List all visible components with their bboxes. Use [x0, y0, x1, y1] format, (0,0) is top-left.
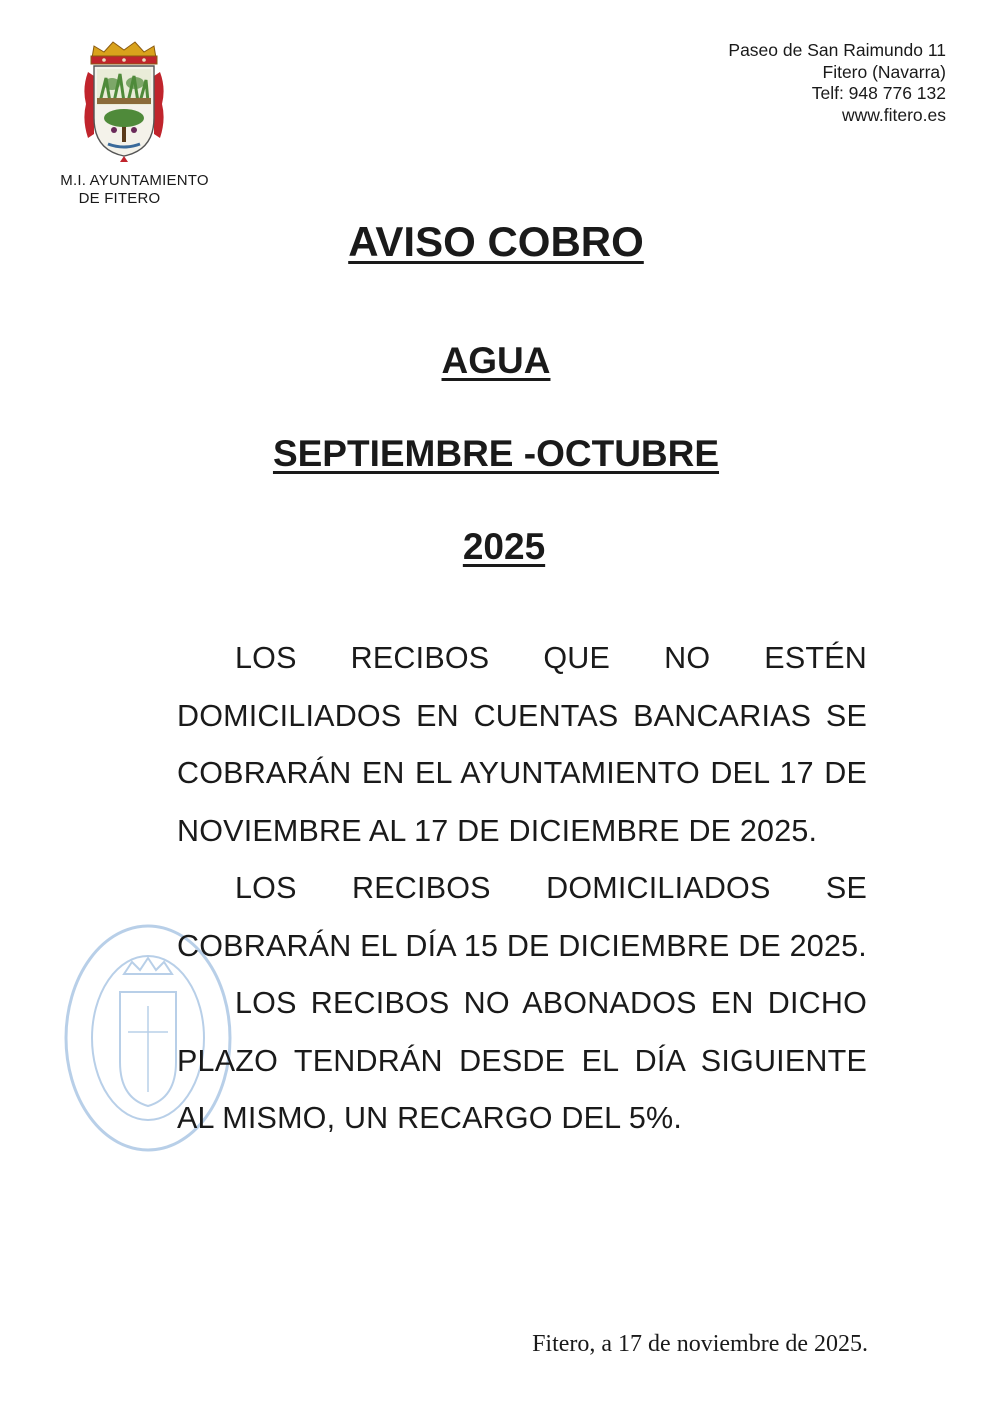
crown-icon	[91, 42, 157, 64]
org-line-1: M.I. AYUNTAMIENTO	[60, 172, 209, 189]
notice-year	[0, 526, 992, 568]
body-paragraph: LOS RECIBOS NO ABONADOS EN DICHO PLAZO TENDRÁN DESDE EL DÍA SIGUIENTE AL MISMO, UN RECARGO DEL 5%.	[177, 986, 867, 1135]
notice-year-text: 2025	[462, 526, 546, 567]
address-website: www.fitero.es	[841, 104, 946, 125]
notice-body	[177, 630, 867, 1148]
address-street: Paseo de San Raimundo 11	[728, 40, 946, 60]
address-town: Fitero (Navarra)	[822, 61, 946, 82]
signoff-date: Fitero, a 17 de noviembre de 2025.	[532, 1331, 868, 1357]
body-paragraph: LOS RECIBOS DOMICILIADOS SE COBRARÁN EL DÍA 15 DE DICIEMBRE DE 2025.	[177, 871, 867, 963]
contact-address	[728, 40, 946, 126]
notice-period-text: SEPTIEMBRE -OCTUBRE	[272, 433, 720, 474]
notice-service-text: AGUA	[441, 340, 551, 381]
address-phone: Telf: 948 776 132	[811, 83, 946, 103]
notice-period	[0, 433, 992, 475]
organization-name	[52, 172, 217, 208]
body-paragraph: LOS RECIBOS QUE NO ESTÉN DOMICILIADOS EN CUENTAS BANCARIAS SE COBRARÁN EN EL AYUNTAMIENTO DEL 17 DE NOVIEMBRE AL 17 DE DICIEMBRE DE 2025.	[177, 641, 867, 848]
org-line-2: DE FITERO	[78, 190, 161, 207]
notice-service	[0, 340, 992, 382]
notice-title	[0, 218, 992, 266]
notice-title-text: AVISO COBRO	[348, 218, 644, 265]
crest-logo	[80, 38, 168, 162]
